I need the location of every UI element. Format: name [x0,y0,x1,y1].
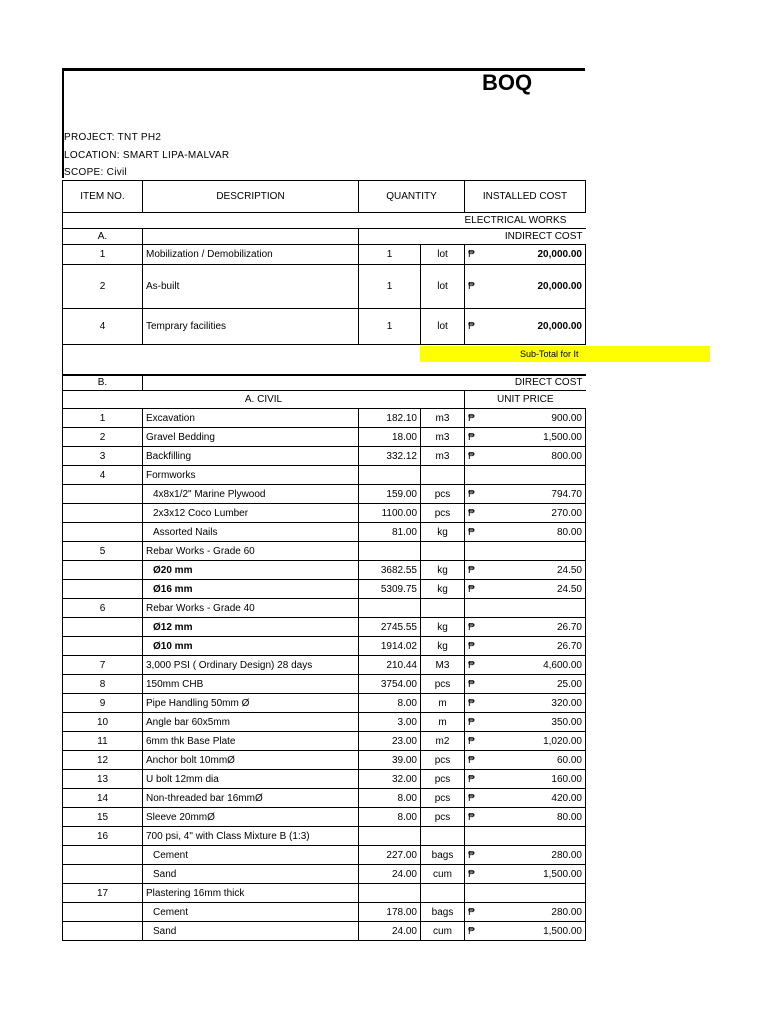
peso-sign: ₱ [465,504,481,523]
peso-sign: ₱ [465,656,481,675]
peso-sign: ₱ [465,618,481,637]
item-unit: m3 [421,428,465,447]
item-unit: pcs [421,485,465,504]
item-unit: pcs [421,789,465,808]
peso-sign-empty [465,466,481,485]
item-no: 7 [63,656,143,675]
item-quantity: 81.00 [359,523,421,542]
peso-sign: ₱ [465,309,481,345]
item-unit: bags [421,846,465,865]
item-unit-price: 1,500.00 [481,428,586,447]
peso-sign: ₱ [465,846,481,865]
peso-sign: ₱ [465,808,481,827]
table-row [63,922,586,941]
item-quantity: 39.00 [359,751,421,770]
table-row [63,865,586,884]
item-unit-price [481,827,586,846]
table-row [63,485,586,504]
item-no [63,485,143,504]
peso-sign: ₱ [465,561,481,580]
section-b-row [63,375,586,391]
item-quantity [359,827,421,846]
item-quantity: 24.00 [359,922,421,941]
item-no: 5 [63,542,143,561]
item-unit-price: 25.00 [481,675,586,694]
item-unit [421,827,465,846]
item-no: 14 [63,789,143,808]
table-row [63,751,586,770]
item-no: 6 [63,599,143,618]
table-row [63,732,586,751]
item-no [63,561,143,580]
item-quantity: 210.44 [359,656,421,675]
item-amount: 20,000.00 [481,245,586,265]
item-unit: lot [421,309,465,345]
table-row [63,713,586,732]
item-unit-price: 24.50 [481,561,586,580]
peso-sign: ₱ [465,732,481,751]
item-description: Ø20 mm [143,561,359,580]
table-row [63,808,586,827]
table-row [63,884,586,903]
item-unit: m [421,694,465,713]
item-quantity: 8.00 [359,694,421,713]
table-row [63,428,586,447]
item-no: 17 [63,884,143,903]
item-no: 10 [63,713,143,732]
item-unit-price: 1,020.00 [481,732,586,751]
item-no [63,618,143,637]
item-unit-price [481,599,586,618]
item-quantity: 5309.75 [359,580,421,599]
item-unit-price: 80.00 [481,808,586,827]
item-description: Ø12 mm [143,618,359,637]
section-a-label: A. [63,229,143,245]
left-border [62,68,64,178]
item-description: Assorted Nails [143,523,359,542]
peso-sign: ₱ [465,409,481,428]
table-row [63,542,586,561]
item-unit [421,599,465,618]
civil-label: A. CIVIL [63,391,465,409]
item-quantity: 1100.00 [359,504,421,523]
item-description: 700 psi, 4" with Class Mixture B (1:3) [143,827,359,846]
peso-sign: ₱ [465,751,481,770]
table-row [63,561,586,580]
item-description: Plastering 16mm thick [143,884,359,903]
table-row [63,447,586,466]
item-unit-price: 270.00 [481,504,586,523]
item-no: 1 [63,409,143,428]
item-unit-price [481,466,586,485]
table-row [63,770,586,789]
electrical-works-row [63,213,586,229]
item-no: 1 [63,245,143,265]
item-unit-price: 280.00 [481,846,586,865]
header-installed-cost: INSTALLED COST [465,181,586,213]
peso-sign-empty [465,884,481,903]
item-unit: kg [421,637,465,656]
item-unit-price: 1,500.00 [481,922,586,941]
item-quantity [359,884,421,903]
item-description: Anchor bolt 10mmØ [143,751,359,770]
item-quantity: 24.00 [359,865,421,884]
project-label: PROJECT: TNT PH2 [64,132,162,143]
location-label: LOCATION: SMART LIPA-MALVAR [64,150,230,161]
item-unit-price: 60.00 [481,751,586,770]
item-no [63,846,143,865]
item-no [63,903,143,922]
peso-sign: ₱ [465,485,481,504]
item-description: Gravel Bedding [143,428,359,447]
item-quantity: 178.00 [359,903,421,922]
subtotal-label: Sub-Total for It [520,349,579,359]
scope-label: SCOPE: Civil [64,167,128,178]
table-row [63,599,586,618]
table-header-row [63,181,586,213]
item-description: 2x3x12 Coco Lumber [143,504,359,523]
item-description: Cement [143,846,359,865]
header-description: DESCRIPTION [143,181,359,213]
item-unit: kg [421,580,465,599]
section-b-label: B. [63,375,143,391]
item-unit: pcs [421,675,465,694]
table-row [63,903,586,922]
peso-sign: ₱ [465,428,481,447]
item-description: 4x8x1/2" Marine Plywood [143,485,359,504]
item-description: 3,000 PSI ( Ordinary Design) 28 days [143,656,359,675]
table-row [63,827,586,846]
table-row [63,466,586,485]
table-row [63,846,586,865]
item-unit: lot [421,245,465,265]
peso-sign-empty [465,542,481,561]
item-unit-price: 280.00 [481,903,586,922]
item-unit-price: 794.70 [481,485,586,504]
item-no: 3 [63,447,143,466]
peso-sign: ₱ [465,580,481,599]
table-row [63,580,586,599]
item-unit-price: 1,500.00 [481,865,586,884]
item-no [63,922,143,941]
item-quantity: 1 [359,309,421,345]
peso-sign: ₱ [465,903,481,922]
item-no: 16 [63,827,143,846]
item-no: 2 [63,428,143,447]
peso-sign: ₱ [465,694,481,713]
item-no: 8 [63,675,143,694]
item-quantity: 8.00 [359,808,421,827]
direct-cost-label: DIRECT COST [143,375,586,391]
item-quantity: 1914.02 [359,637,421,656]
item-unit-price: 4,600.00 [481,656,586,675]
item-no: 13 [63,770,143,789]
item-quantity: 2745.55 [359,618,421,637]
item-quantity [359,466,421,485]
table-row [63,675,586,694]
item-unit: pcs [421,504,465,523]
table-row [63,694,586,713]
item-quantity: 1 [359,265,421,309]
item-description: Sleeve 20mmØ [143,808,359,827]
document-title: BOQ [482,70,533,95]
table-row [63,637,586,656]
peso-sign: ₱ [465,922,481,941]
item-description: Mobilization / Demobilization [143,245,359,265]
table-row [63,265,586,309]
item-description: 6mm thk Base Plate [143,732,359,751]
item-description: Pipe Handling 50mm Ø [143,694,359,713]
peso-sign: ₱ [465,770,481,789]
item-quantity: 3682.55 [359,561,421,580]
item-description: Cement [143,903,359,922]
peso-sign: ₱ [465,675,481,694]
peso-sign: ₱ [465,865,481,884]
electrical-works-label: ELECTRICAL WORKS [464,215,567,226]
table-row [63,245,586,265]
item-no: 2 [63,265,143,309]
item-description: U bolt 12mm dia [143,770,359,789]
item-quantity: 8.00 [359,789,421,808]
item-no [63,637,143,656]
item-no: 15 [63,808,143,827]
table-row [63,656,586,675]
item-no [63,865,143,884]
header-item-no: ITEM NO. [63,181,143,213]
item-unit: m [421,713,465,732]
peso-sign: ₱ [465,245,481,265]
item-unit-price: 800.00 [481,447,586,466]
item-no: 9 [63,694,143,713]
item-unit-price: 26.70 [481,637,586,656]
item-description: Excavation [143,409,359,428]
item-unit [421,884,465,903]
item-unit: lot [421,265,465,309]
item-unit-price: 160.00 [481,770,586,789]
item-unit-price: 900.00 [481,409,586,428]
header-quantity: QUANTITY [359,181,465,213]
item-description: Rebar Works - Grade 40 [143,599,359,618]
table-row [63,789,586,808]
item-description: Formworks [143,466,359,485]
table-row [63,504,586,523]
peso-sign: ₱ [465,447,481,466]
item-unit-price: 420.00 [481,789,586,808]
item-description: Sand [143,865,359,884]
item-no [63,580,143,599]
item-unit: kg [421,523,465,542]
peso-sign: ₱ [465,713,481,732]
item-no: 11 [63,732,143,751]
item-unit: cum [421,922,465,941]
peso-sign: ₱ [465,789,481,808]
item-unit-price: 24.50 [481,580,586,599]
item-unit: bags [421,903,465,922]
item-quantity [359,599,421,618]
item-no [63,523,143,542]
item-description: Non-threaded bar 16mmØ [143,789,359,808]
item-description: Sand [143,922,359,941]
item-description: Rebar Works - Grade 60 [143,542,359,561]
item-quantity: 182.10 [359,409,421,428]
item-unit: pcs [421,808,465,827]
item-quantity [359,542,421,561]
item-unit-price [481,884,586,903]
item-no [63,504,143,523]
peso-sign: ₱ [465,637,481,656]
item-unit-price [481,542,586,561]
boq-table [62,180,586,941]
item-unit: m3 [421,447,465,466]
item-no: 4 [63,309,143,345]
item-description: Ø10 mm [143,637,359,656]
item-quantity: 159.00 [359,485,421,504]
item-description: Backfilling [143,447,359,466]
item-unit: m3 [421,409,465,428]
item-description: Ø16 mm [143,580,359,599]
item-description: Angle bar 60x5mm [143,713,359,732]
item-unit: pcs [421,751,465,770]
table-row [63,618,586,637]
item-quantity: 227.00 [359,846,421,865]
peso-sign: ₱ [465,523,481,542]
item-amount: 20,000.00 [481,265,586,309]
item-quantity: 23.00 [359,732,421,751]
peso-sign-empty [465,599,481,618]
item-unit-price: 26.70 [481,618,586,637]
item-description: Temprary facilities [143,309,359,345]
item-unit: kg [421,561,465,580]
item-unit-price: 320.00 [481,694,586,713]
unit-price-label: UNIT PRICE [465,391,586,409]
item-quantity: 332.12 [359,447,421,466]
civil-header-row [63,391,586,409]
table-row [63,309,586,345]
item-quantity: 3754.00 [359,675,421,694]
item-no: 12 [63,751,143,770]
item-unit: kg [421,618,465,637]
table-row [63,523,586,542]
peso-sign-empty [465,827,481,846]
item-quantity: 3.00 [359,713,421,732]
item-quantity: 1 [359,245,421,265]
peso-sign: ₱ [465,265,481,309]
item-unit: M3 [421,656,465,675]
item-unit: cum [421,865,465,884]
item-unit [421,466,465,485]
subtotal-bar [420,346,710,362]
item-description: 150mm CHB [143,675,359,694]
item-unit [421,542,465,561]
item-amount: 20,000.00 [481,309,586,345]
item-unit: pcs [421,770,465,789]
item-unit-price: 350.00 [481,713,586,732]
section-a-row [63,229,586,245]
item-unit: m2 [421,732,465,751]
item-no: 4 [63,466,143,485]
indirect-cost-label: INDIRECT COST [465,229,586,245]
table-row [63,409,586,428]
item-unit-price: 80.00 [481,523,586,542]
item-description: As-built [143,265,359,309]
item-quantity: 32.00 [359,770,421,789]
item-quantity: 18.00 [359,428,421,447]
